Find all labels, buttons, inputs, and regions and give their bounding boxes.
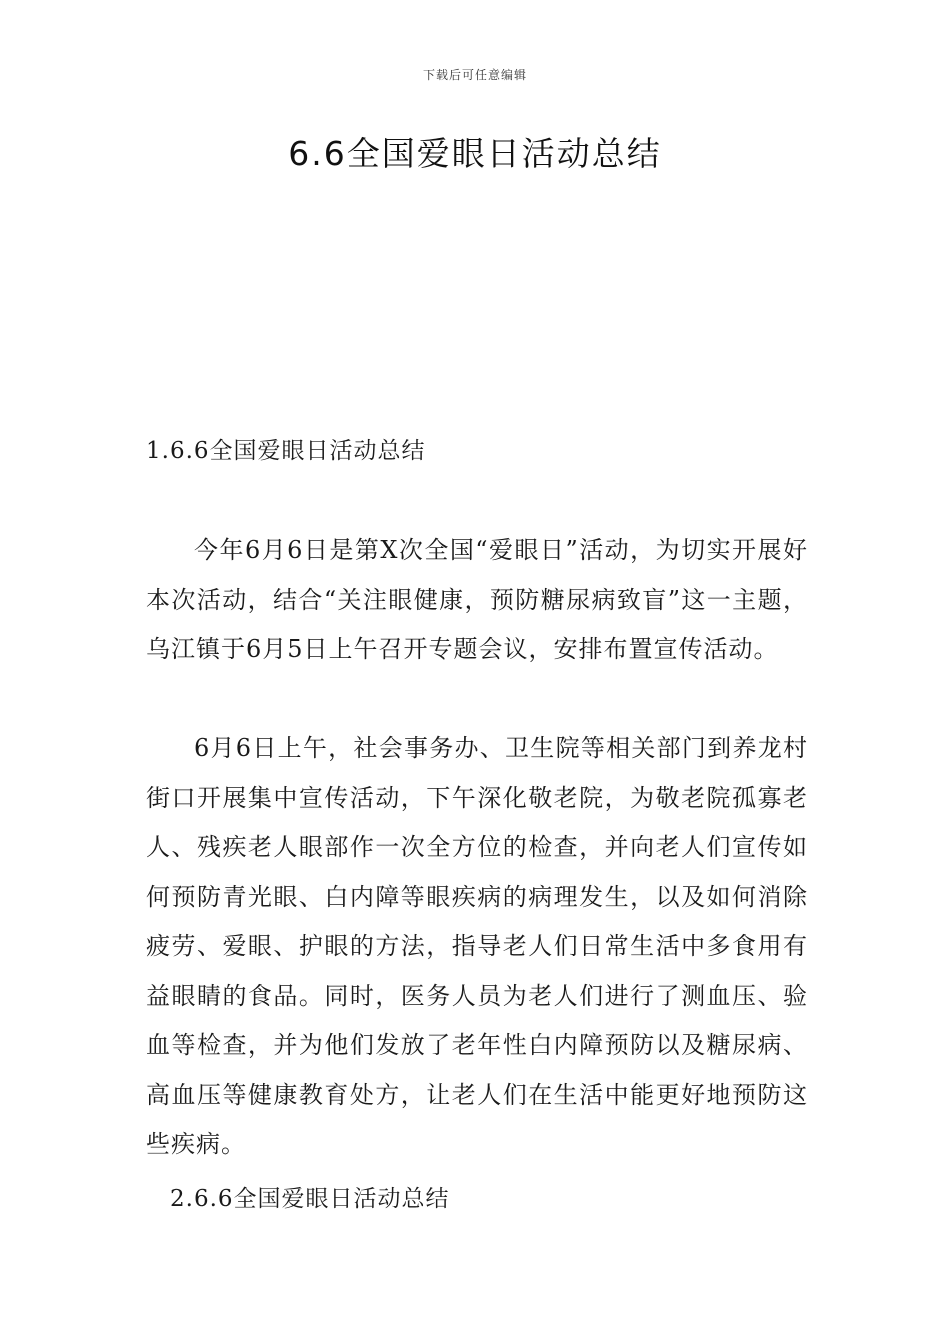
body-paragraph-1: 今年6月6日是第X次全国“爱眼日”活动，为切实开展好本次活动，结合“关注眼健康，预防糖尿病致盲”这一主题，乌江镇于6月5日上午召开专题会议，安排布置宣传活动。 [146, 536, 808, 663]
header-note: 下载后可任意编辑 [422, 68, 527, 82]
body-paragraph-2: 6月6日上午，社会事务办、卫生院等相关部门到养龙村街口开展集中宣传活动，下午深化敬老院，为敬老院孤寡老人、残疾老人眼部作一次全方位的检查，并向老人们宣传如何预防青光眼、白内障等眼疾病的病理发生，以及如何消除疲劳、爱眼、护眼的方法，指导老人们日常生活中多食用有益眼睛的食品。同时，医务人员为老人们进行了测血压、验血等检查，并为他们发放了老年性白内障预防以及糖尿病、高血压等健康教育处方，让老人们在生活中能更好地预防这些疾病。 [146, 734, 808, 1158]
section-2-heading: 2.6.6全国爱眼日活动总结 [170, 1186, 450, 1212]
section-1-heading: 1.6.6全国爱眼日活动总结 [146, 438, 426, 464]
document-title: 6.6全国爱眼日活动总结 [288, 134, 662, 173]
